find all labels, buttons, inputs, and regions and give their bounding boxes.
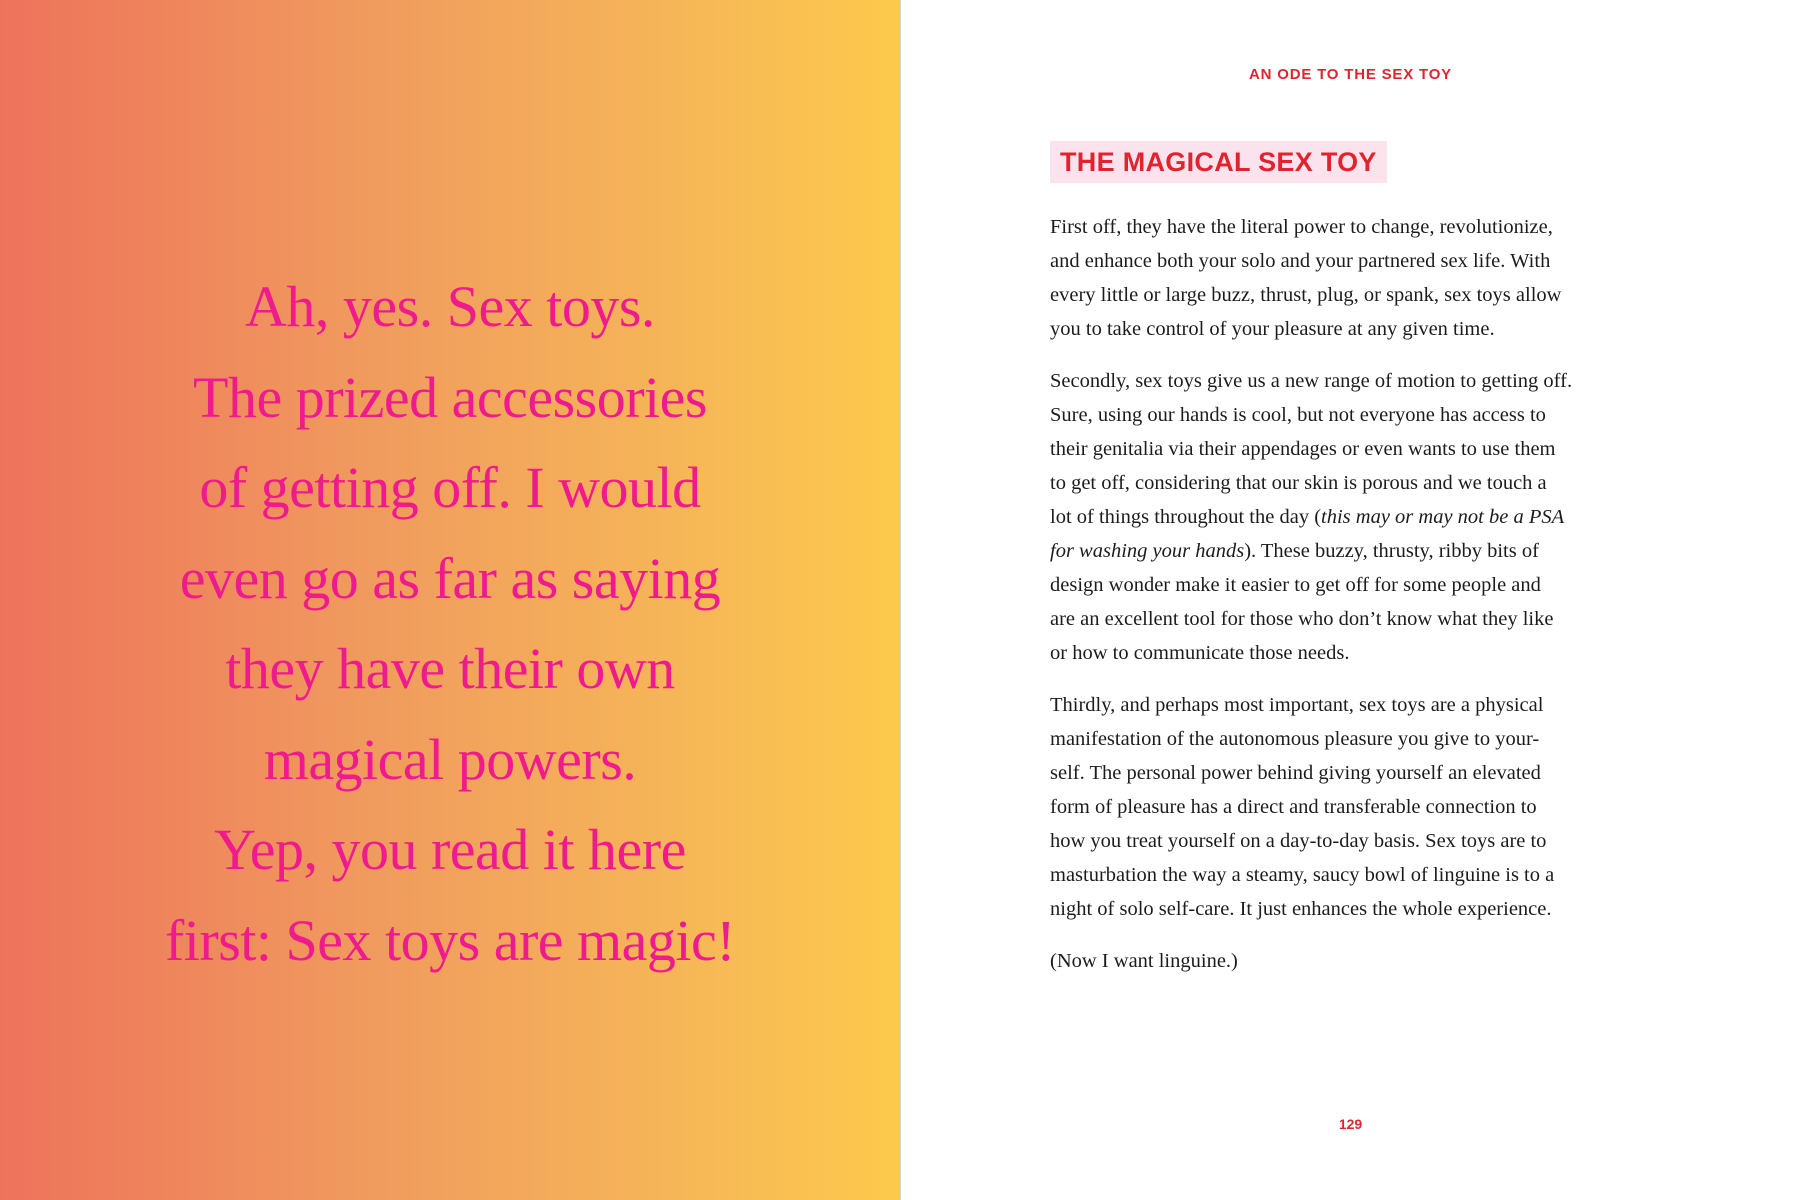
- pull-quote-line: they have their own: [225, 636, 675, 701]
- body-text-run: ). These buzzy, thrusty, ribby bits of: [1244, 540, 1539, 562]
- body-line: are an excellent tool for those who don’t know what they like: [1050, 608, 1554, 630]
- page-number: 129: [1338, 1116, 1363, 1132]
- body-line: manifestation of the autonomous pleasure you give to your-: [1050, 728, 1540, 750]
- pull-quote-line: Yep, you read it here: [214, 817, 686, 882]
- body-line: or how to communicate those needs.: [1050, 642, 1350, 664]
- right-page: [901, 0, 1800, 1200]
- paragraph-first-off: [1050, 210, 1660, 346]
- body-line: (Now I want linguine.): [1050, 950, 1238, 972]
- body-line: night of solo self-care. It just enhances the whole experience.: [1050, 898, 1552, 920]
- pull-quote-line: The prized accessories: [193, 364, 707, 430]
- pull-quote-line: even go as far as saying: [179, 545, 721, 611]
- body-line: self. The personal power behind giving yourself an elevated: [1050, 762, 1541, 784]
- body-line: First off, they have the literal power to change, revolutionize,: [1050, 216, 1553, 238]
- pull-quote-line: first: Sex toys are magic!: [164, 907, 736, 973]
- italic-aside: this may or may not be a PSA: [1321, 506, 1565, 528]
- paragraph-secondly: [1050, 364, 1660, 670]
- italic-aside: for washing your hands: [1050, 540, 1245, 562]
- section-heading: THE MAGICAL SEX TOY: [1050, 141, 1387, 183]
- body-line: how you treat yourself on a day-to-day basis. Sex toys are to: [1050, 830, 1547, 852]
- body-line: and enhance both your solo and your partnered sex life. With: [1050, 250, 1551, 272]
- pull-quote-line: Ah, yes. Sex toys.: [245, 274, 655, 339]
- body-line: you to take control of your pleasure at any given time.: [1050, 318, 1495, 340]
- body-line: Secondly, sex toys give us a new range of motion to getting off.: [1050, 370, 1573, 392]
- pull-quote: [100, 262, 800, 986]
- running-head: AN ODE TO THE SEX TOY: [1249, 66, 1452, 83]
- body-text: [1050, 210, 1660, 996]
- body-line: to get off, considering that our skin is porous and we touch a: [1050, 472, 1547, 494]
- body-text-run: lot of things throughout the day (: [1050, 506, 1322, 528]
- body-line: form of pleasure has a direct and transferable connection to: [1050, 796, 1537, 818]
- body-line: Thirdly, and perhaps most important, sex toys are a physical: [1050, 694, 1544, 716]
- body-line: their genitalia via their appendages or even wants to use them: [1050, 438, 1556, 460]
- pull-quote-line: magical powers.: [263, 726, 637, 792]
- body-line: design wonder make it easier to get off for some people and: [1050, 574, 1541, 596]
- paragraph-thirdly: [1050, 688, 1660, 926]
- body-line: [1050, 534, 1660, 568]
- body-line: Sure, using our hands is cool, but not everyone has access to: [1050, 404, 1546, 426]
- body-line: every little or large buzz, thrust, plug, or spank, sex toys allow: [1050, 284, 1562, 306]
- body-line: [1050, 500, 1660, 534]
- pull-quote-line: of getting off. I would: [199, 455, 701, 520]
- paragraph-linguine: [1050, 944, 1660, 978]
- body-line: masturbation the way a steamy, saucy bowl of linguine is to a: [1050, 864, 1555, 886]
